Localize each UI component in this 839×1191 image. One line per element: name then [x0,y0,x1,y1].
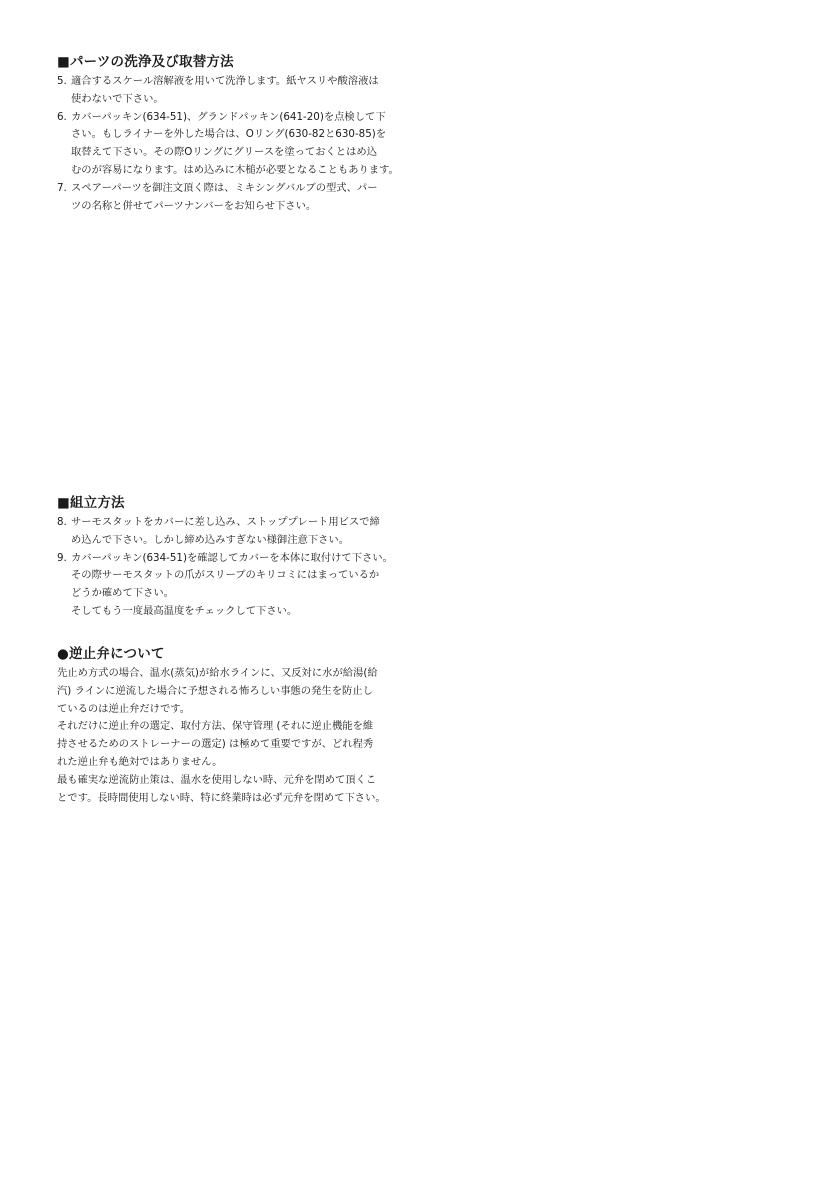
item-number: 6. [57,110,67,123]
item-line: カバーパッキン(634-51)、グランドパッキン(641-20)を点検して下 [71,110,386,123]
item-text [71,514,380,550]
check-valve-section-heading: ●逆止弁について [57,646,165,662]
item-line: その際サーモスタットの爪がスリーブのキリコミにはまっているか [71,569,380,582]
item-line: さい。もしライナーを外した場合は、Oリング(630-82と630-85)を [71,128,387,141]
item-line: スペアーパーツを御注文頂く際は、ミキシングバルブの型式、パー [71,181,378,194]
item-line: 取替えて下さい。その際Oリングにグリースを塗っておくとはめ込 [71,146,377,159]
item-text [71,73,379,109]
paragraph-line: 汽) ラインに逆流した場合に予想される怖ろしい事態の発生を防止し [57,684,373,697]
item-number: 7. [57,181,67,194]
instruction-item-5 [57,73,417,109]
paragraph-line: それだけに逆止弁の選定、取付方法、保守管理 (それに逆止機能を維 [57,720,374,733]
paragraph-line: 最も確実な逆流防止策は、温水を使用しない時、元弁を閉めて頂くこ [57,773,377,786]
paragraph-line: れた逆止弁も絶対ではありません。 [57,755,223,768]
item-line: どうか確めて下さい。 [71,587,174,600]
paragraph-line: 先止め方式の場合、温水(蒸気)が給水ラインに、又反対に水が給湯(給 [57,667,378,679]
parts-section-heading: ■パーツの洗浄及び取替方法 [57,54,234,70]
assembly-section-heading: ■組立方法 [57,495,125,511]
item-number: 5. [57,75,67,87]
check-valve-section [57,645,417,807]
item-line: そしてもう一度最高温度をチェックして下さい。 [71,604,298,617]
item-line: ツの名称と併せてパーツナンバーをお知らせ下さい。 [71,199,317,212]
parts-cleaning-section [57,53,417,215]
item-line: め込んで下さい。しかし締め込みすぎない様御注意下さい。 [71,533,350,546]
instruction-item-7 [57,180,417,216]
paragraph-line: とです。長時間使用しない時、特に終業時は必ず元弁を閉めて下さい。 [57,791,386,804]
instruction-item-6 [57,109,417,180]
assembly-section [57,494,417,621]
item-number: 9. [57,551,67,564]
item-line: カバーパッキン(634-51)を確認してカバーを本体に取付けて下さい。 [71,551,393,564]
paragraph-line: 持させるためのストレーナーの選定) は極めて重要ですが、どれ程秀 [57,738,374,751]
item-line: サーモスタットをカバーに差し込み、ストッププレート用ビスで締 [71,516,380,528]
item-line: 適合するスケール溶解液を用いて洗浄します。紙ヤスリや酸溶液は [71,75,379,87]
instruction-item-8 [57,514,417,550]
item-line: 使わないで下さい。 [71,92,164,105]
item-text [71,180,377,216]
instruction-item-9 [57,550,417,621]
item-line: むのが容易になります。はめ込みに木槌が必要となることもあります。 [71,163,399,176]
paragraph-line: ているのは逆止弁だけです。 [57,702,191,715]
check-valve-paragraph [57,665,417,807]
item-text [71,550,393,621]
item-text [71,109,399,180]
item-number: 8. [57,516,67,528]
